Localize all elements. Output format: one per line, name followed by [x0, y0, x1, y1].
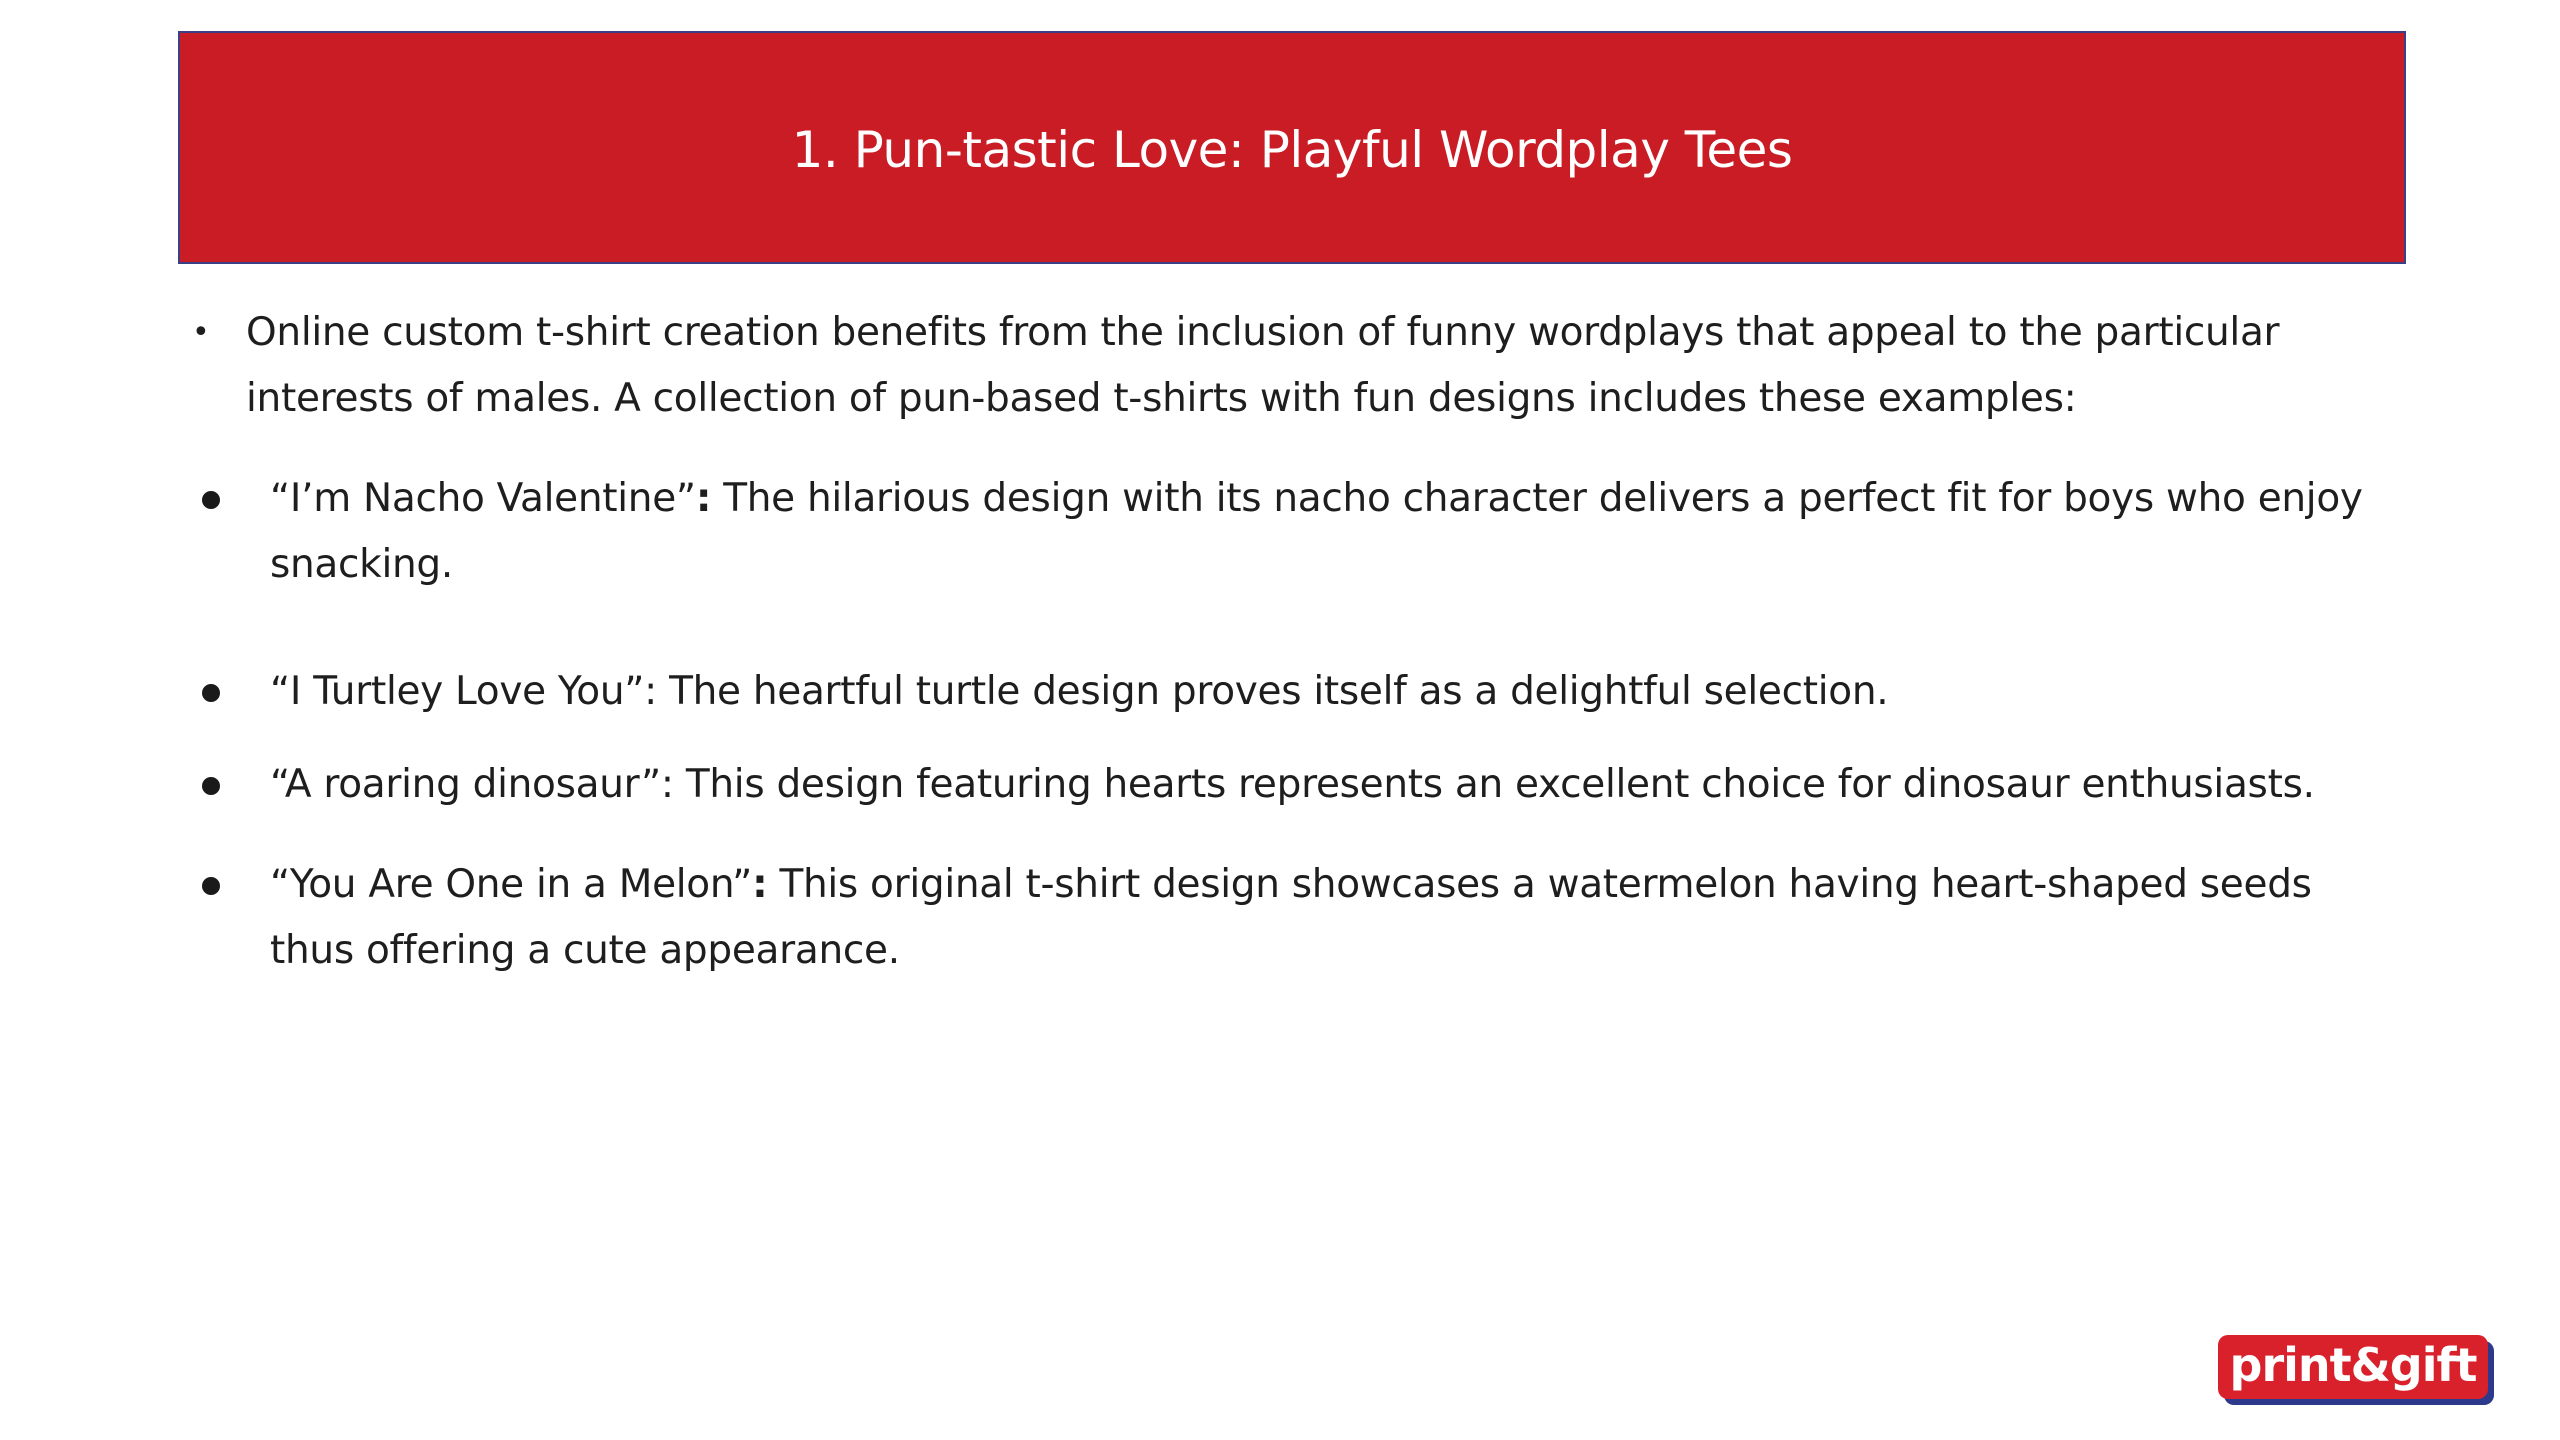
small-bullet-icon: • [192, 315, 210, 350]
list-item-text [270, 752, 2382, 818]
item-quote: “A roaring dinosaur” [270, 762, 661, 807]
item-colon: : [644, 669, 657, 714]
item-colon: : [695, 476, 712, 521]
slide-title: 1. Pun-tastic Love: Playful Wordplay Tees [791, 120, 1793, 179]
logo-text: print&gift [2229, 1338, 2477, 1392]
list-item-text [270, 659, 2382, 725]
print-and-gift-logo [2218, 1335, 2488, 1399]
item-description: This original t-shirt design showcases a watermelon having heart-shaped seeds thus offering a cute appearance. [270, 862, 2312, 973]
list-item [192, 852, 2382, 984]
intro-text: Online custom t-shirt creation benefits from the inclusion of funny wordplays that appeal to the particular interests of males. A collection of pun-based t-shirts with fun designs includes these examples: [246, 310, 2280, 421]
item-quote: “I Turtley Love You” [270, 669, 645, 714]
bullet-dot-icon [202, 877, 220, 895]
intro-paragraph [192, 300, 2382, 432]
item-description: This design featuring hearts represents an excellent choice for dinosaur enthusiasts. [673, 762, 2315, 807]
item-colon: : [660, 762, 674, 807]
list-item [192, 659, 2382, 725]
list-item [192, 466, 2382, 598]
bullet-dot-icon [202, 777, 220, 795]
item-description: The heartful turtle design proves itself as a delightful selection. [657, 669, 1889, 714]
item-quote: “I’m Nacho Valentine” [270, 476, 696, 521]
list-item-text [270, 852, 2382, 984]
list-item-text [270, 466, 2382, 598]
bullet-dot-icon [202, 684, 220, 702]
bullet-dot-icon [202, 491, 220, 509]
item-description: The hilarious design with its nacho character delivers a perfect fit for boys who enjoy snacking. [270, 476, 2363, 587]
list-item [192, 752, 2382, 818]
item-colon: : [752, 862, 768, 907]
title-banner [178, 31, 2406, 264]
item-quote: “You Are One in a Melon” [270, 862, 753, 907]
